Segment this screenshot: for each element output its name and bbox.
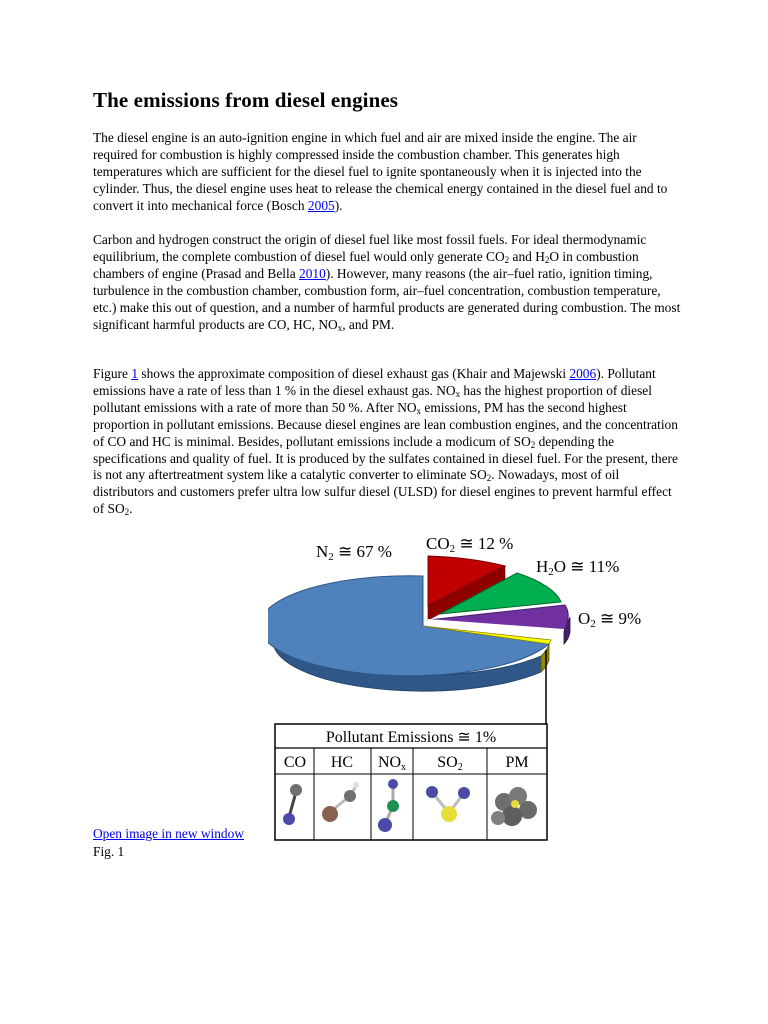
paragraph-diesel-engine xyxy=(93,130,683,215)
paragraph-text: . xyxy=(129,501,133,517)
subscript: x xyxy=(416,405,422,416)
label-h2o: H2O ≅ 11% xyxy=(536,557,620,578)
paragraph-text: . Nowadays, most of oil distributors and customers prefer ultra low sulfur diesel (ULSD) for diesel engines to prevent harmful effect of SO xyxy=(93,467,672,517)
pollutant-nox: NOx xyxy=(377,754,407,773)
paragraph-text: and H xyxy=(509,248,545,264)
paragraph-text: depending the specifications and quality of fuel. It is produced by the sulfates contained in diesel fuel. For the present, there is not any aftertreatment system like a catalytic converter to eliminate SO xyxy=(93,433,678,483)
citation-link-2006[interactable]: 2006 xyxy=(569,366,597,381)
figure-caption: Fig. 1 xyxy=(93,844,125,859)
paragraph-text: ). However, many reasons (the air–fuel ratio, ignition timing, turbulence in the combustion chamber, combustion form, air–fuel concentration, combustion temperature, etc.) make this out of question, and a number of harmful products are generated during combustion. The most significant harmful products are CO, HC, NO xyxy=(93,265,681,332)
open-image-link[interactable]: Open image in new window xyxy=(93,826,244,841)
subscript: x xyxy=(455,388,461,399)
paragraph-exhaust-composition xyxy=(93,366,683,518)
label-o2: O2 ≅ 9% xyxy=(578,609,642,630)
paragraph-text: , and PM. xyxy=(342,316,395,332)
figure-link-1[interactable]: 1 xyxy=(131,366,139,381)
paragraph-text: The diesel engine is an auto-ignition engine in which fuel and air are mixed inside the engine. The air required for combustion is highly compressed inside the combustion chamber. This generates high temperatures which are sufficient for the diesel fuel to ignite spontaneously when it is injected into the cylinder. Thus, the diesel engine uses heat to release the chemical energy contained in the diesel fuel and to convert it into mechanical force (Bosch xyxy=(93,130,668,213)
paragraph-text: has the highest proportion of diesel pollutant emissions with a rate of more than 50 %. After NO xyxy=(93,382,652,415)
pollutant-hc: HC xyxy=(330,754,354,771)
paragraph-combustion xyxy=(93,232,683,333)
paragraph-text: ). Pollutant emissions have a rate of less than 1 % in the diesel exhaust gas. NO xyxy=(93,366,656,398)
paragraph-text: ). xyxy=(334,197,343,213)
page-title: The emissions from diesel engines xyxy=(93,88,399,112)
paragraph-text: shows the approximate composition of diesel exhaust gas (Khair and Majewski xyxy=(138,366,570,381)
label-co2: CO2 ≅ 12 % xyxy=(426,534,514,555)
paragraph-text: Carbon and hydrogen construct the origin of diesel fuel like most fossil fuels. For ideal thermodynamic equilibrium, the complete combustion of diesel fuel would only generate CO xyxy=(93,232,647,264)
subscript: x xyxy=(337,322,343,333)
pollutant-so2: SO2 xyxy=(437,754,463,773)
pollutant-co: CO xyxy=(283,754,307,771)
exhaust-composition-figure[interactable] xyxy=(268,534,658,844)
pollutant-pm: PM xyxy=(505,754,529,771)
label-n2: N2 ≅ 67 % xyxy=(316,542,392,563)
paragraph-text: Figure xyxy=(93,366,132,381)
citation-link-2010[interactable]: 2010 xyxy=(299,265,326,281)
paragraph-text: emissions, PM has the second highest proportion in pollutant emissions. Because diesel engines are lean combustion engines, and the concentration of CO and HC is minimal. Besides, pollutant emissions include a modicum of SO xyxy=(93,399,678,449)
subscript: 2 xyxy=(544,254,550,265)
paragraph-text: O in combustion chambers of engine (Prasad and Bella xyxy=(93,248,639,281)
subscript: 2 xyxy=(486,473,492,484)
subscript: 2 xyxy=(504,254,510,265)
subscript: 2 xyxy=(124,507,130,518)
pollutant-header: Pollutant Emissions ≅ 1% xyxy=(325,729,497,746)
citation-link-2005[interactable]: 2005 xyxy=(307,197,335,213)
subscript: 2 xyxy=(530,439,536,450)
